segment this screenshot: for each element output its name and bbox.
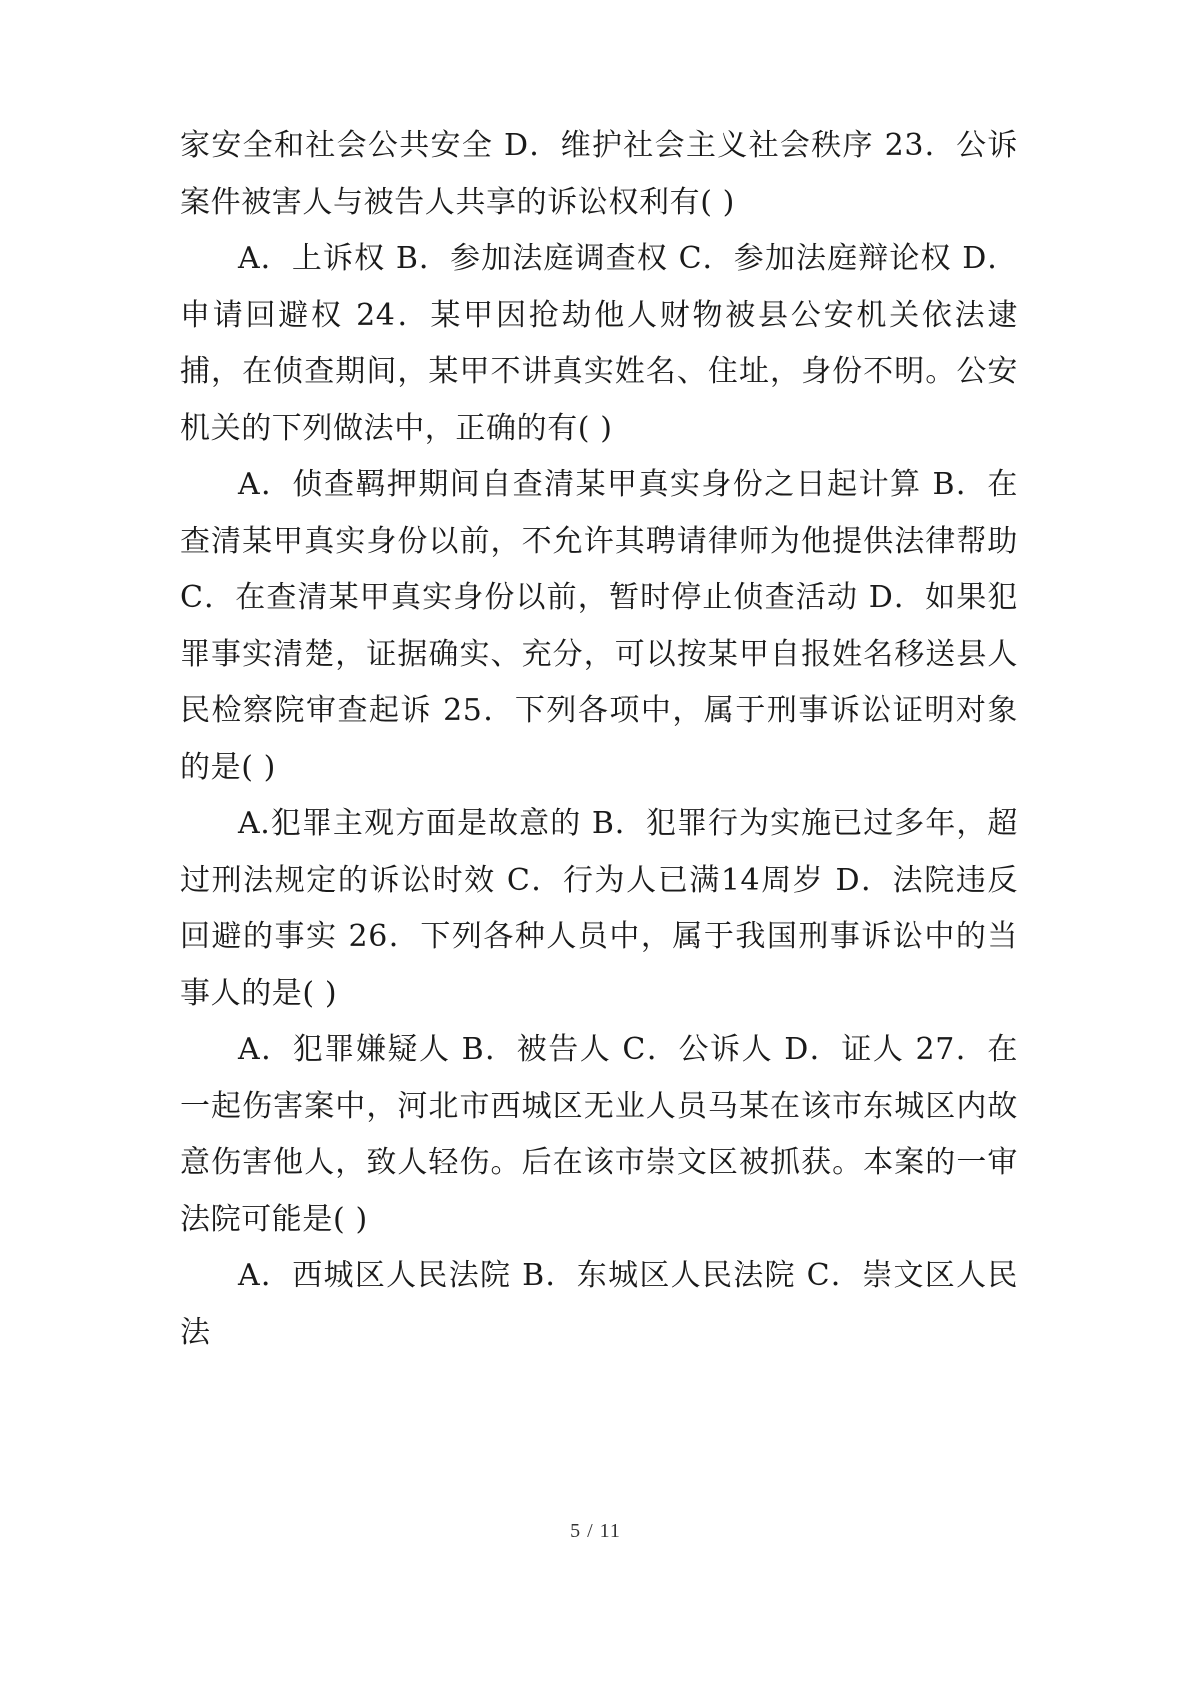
paragraph-2: A．上诉权 B．参加法庭调查权 C．参加法庭辩论权 D．申请回避权 24．某甲因抢劫他人财物被县公安机关依法逮捕，在侦查期间，某甲不讲真实姓名、住址，身份不明。公安机关的下列做法中，正确的有( ) <box>180 241 1018 446</box>
paragraph-4: A.犯罪主观方面是故意的 B．犯罪行为实施已过多年，超过刑法规定的诉讼时效 C．行为人已满14周岁 D．法院违反回避的事实 26．下列各种人员中，属于我国刑事诉讼中的当事人的是( ) <box>180 806 1018 1011</box>
page-number: 5 / 11 <box>570 1520 621 1542</box>
paragraph-3: A．侦查羁押期间自查清某甲真实身份之日起计算 B．在查清某甲真实身份以前，不允许其聘请律师为他提供法律帮助 C．在查清某甲真实身份以前，暂时停止侦查活动 D．如果犯罪事实清楚，证据确实、充分，可以按某甲自报姓名移送县人民检察院审查起诉 25．下列各项中，属于刑事诉讼证明对象的是( ) <box>180 467 1018 785</box>
paragraph-1: 家安全和社会公共安全 D．维护社会主义社会秩序 23．公诉案件被害人与被告人共享的诉讼权利有( ) <box>180 128 1018 220</box>
document-body <box>180 118 1018 1361</box>
paragraph-6: A．西城区人民法院 B．东城区人民法院 C．崇文区人民法 <box>180 1258 1018 1350</box>
paragraph-5: A．犯罪嫌疑人 B．被告人 C．公诉人 D．证人 27．在一起伤害案中，河北市西城区无业人员马某在该市东城区内故意伤害他人，致人轻伤。后在该市崇文区被抓获。本案的一审法院可能是( ) <box>180 1032 1018 1237</box>
